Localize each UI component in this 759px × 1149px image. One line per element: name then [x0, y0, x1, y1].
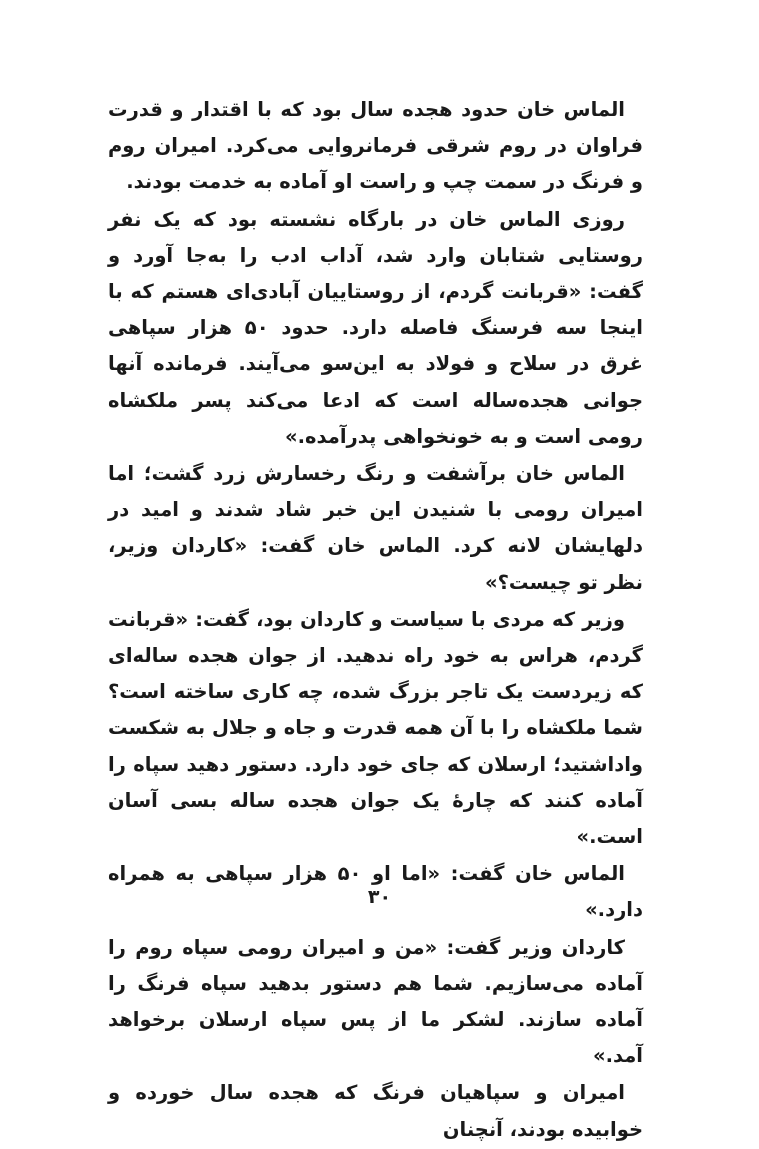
paragraph-2: روزی الماس خان در بارگاه نشسته بود که یک نفر روستایی شتابان وارد شد، آداب ادب را به‌جا آورد و گفت: «قربانت گردم، از روستاییان آبادی‌ای هستم که با اینجا سه فرسنگ فاصله دارد. حدود ۵۰ هزار سپاهی غرق در سلاح و فولاد به این‌سو می‌آیند. فرمانده آنها جوانی هجده‌ساله است که ادعا می‌کند پسر ملکشاه رومی است و به خونخواهی پدرآمده.»: [108, 207, 643, 448]
paragraph-5: الماس خان گفت: «اما او ۵۰ هزار سپاهی به همراه دارد.»: [108, 862, 643, 922]
paragraph-4: وزیر که مردی با سیاست و کاردان بود، گفت: «قربانت گردم، هراس به خود راه ندهید. از جوان هجده ساله‌ای که زیردست یک تاجر بزرگ شده، چه کاری ساخته است؟ شما ملکشاه را با آن همه قدرت و جاه و جلال به شکست واداشتید؛ ارسلان که جای خود دارد. دستور دهید سپاه را آماده کنند که چارهٔ یک جوان هجده ساله بسی آسان است.»: [108, 607, 643, 849]
paragraph-1: الماس خان حدود هجده سال بود که با اقتدار و قدرت فراوان در روم شرقی فرمانروایی می‌کرد. امیران روم و فرنگ در سمت چپ و راست او آماده به خدمت بودند.: [108, 98, 643, 194]
page-number: ۳۰: [367, 886, 392, 908]
paragraph-3: الماس خان برآشفت و رنگ رخسارش زرد گشت؛ اما امیران رومی با شنیدن این خبر شاد شدند و امید در دلهایشان لانه کرد. الماس خان گفت: «کاردان وزیر، نظر تو چیست؟»: [108, 462, 643, 594]
paragraph-6: کاردان وزیر گفت: «من و امیران رومی سپاه روم را آماده می‌سازیم. شما هم دستور بدهید سپاه فرنگ را آماده سازند. لشکر ما از پس سپاه ارسلان برخواهد آمد.»: [108, 935, 643, 1068]
body-text: [108, 92, 643, 1149]
paragraph-7: امیران و سپاهیان فرنگ که هجده سال خورده و خوابیده بودند، آنچنان: [108, 1081, 643, 1141]
